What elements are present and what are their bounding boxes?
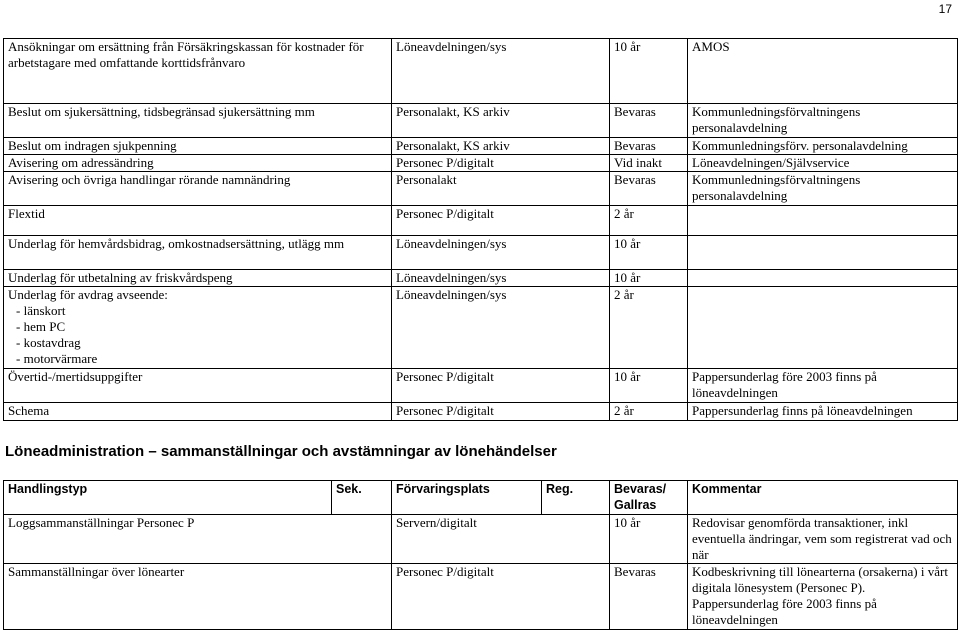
- kommentar-cell: Kommunledningsförvaltningens personalavdelning: [688, 172, 958, 206]
- handling-cell: Avisering om adressändring: [4, 155, 392, 172]
- gallras-cell: 10 år: [610, 236, 688, 270]
- plats-cell: Löneavdelningen/sys: [392, 39, 610, 104]
- list-item: - länskort: [8, 303, 387, 319]
- plats-cell: Personec P/digitalt: [392, 403, 610, 421]
- handling-cell: Sammanställningar över lönearter: [4, 564, 392, 630]
- retention-table: [3, 38, 958, 421]
- kommentar-cell: Kommunledningsförvaltningens personalavdelning: [688, 104, 958, 138]
- plats-cell: Servern/digitalt: [392, 515, 610, 564]
- kommentar-cell: Löneavdelningen/Självservice: [688, 155, 958, 172]
- table-row: [4, 172, 958, 206]
- plats-cell: Personalakt, KS arkiv: [392, 138, 610, 155]
- handling-cell: Underlag för hemvårdsbidrag, omkostnadsersättning, utlägg mm: [4, 236, 392, 270]
- kommentar-cell: [688, 270, 958, 287]
- table-row: [4, 39, 958, 104]
- table-row: [4, 138, 958, 155]
- gallras-cell: 2 år: [610, 206, 688, 236]
- handling-cell: Beslut om indragen sjukpenning: [4, 138, 392, 155]
- list-item: - hem PC: [8, 319, 387, 335]
- header-handlingstyp: Handlingstyp: [4, 481, 332, 515]
- handling-cell: Loggsammanställningar Personec P: [4, 515, 392, 564]
- table-row: [4, 515, 958, 564]
- plats-cell: Löneavdelningen/sys: [392, 287, 610, 369]
- header-forvaringsplats: Förvaringsplats: [392, 481, 542, 515]
- plats-cell: Personalakt, KS arkiv: [392, 104, 610, 138]
- kommentar-cell: [688, 287, 958, 369]
- table-row: [4, 270, 958, 287]
- gallras-cell: 10 år: [610, 39, 688, 104]
- handling-cell: Schema: [4, 403, 392, 421]
- header-bevaras-gallras: Bevaras/ Gallras: [610, 481, 688, 515]
- gallras-cell: Bevaras: [610, 172, 688, 206]
- plats-cell: Löneavdelningen/sys: [392, 270, 610, 287]
- handling-cell: Flextid: [4, 206, 392, 236]
- plats-cell: Personec P/digitalt: [392, 155, 610, 172]
- kommentar-cell: Pappersunderlag finns på löneavdelningen: [688, 403, 958, 421]
- plats-cell: Löneavdelningen/sys: [392, 236, 610, 270]
- plats-cell: Personec P/digitalt: [392, 369, 610, 403]
- summary-table: [3, 480, 958, 630]
- table-row: [4, 287, 958, 369]
- table-row: [4, 403, 958, 421]
- table-row: [4, 236, 958, 270]
- list-item: - motorvärmare: [8, 351, 387, 367]
- handling-cell: Avisering och övriga handlingar rörande namnändring: [4, 172, 392, 206]
- handling-cell: Beslut om sjukersättning, tidsbegränsad sjukersättning mm: [4, 104, 392, 138]
- deduction-list: [8, 303, 387, 367]
- page-number: 17: [938, 2, 952, 16]
- list-item: - kostavdrag: [8, 335, 387, 351]
- handling-text: Underlag för avdrag avseende:: [8, 287, 168, 302]
- plats-cell: Personec P/digitalt: [392, 564, 610, 630]
- kommentar-cell: [688, 236, 958, 270]
- handling-cell: [4, 287, 392, 369]
- gallras-cell: Bevaras: [610, 564, 688, 630]
- table-row: [4, 564, 958, 630]
- section-heading: Löneadministration – sammanställningar och avstämningar av lönehändelser: [5, 443, 557, 460]
- kommentar-cell: AMOS: [688, 39, 958, 104]
- gallras-cell: Vid inakt: [610, 155, 688, 172]
- gallras-cell: Bevaras: [610, 104, 688, 138]
- table-row: [4, 155, 958, 172]
- handling-cell: Övertid-/mertidsuppgifter: [4, 369, 392, 403]
- plats-cell: Personec P/digitalt: [392, 206, 610, 236]
- table-row: [4, 104, 958, 138]
- kommentar-cell: Redovisar genomförda transaktioner, inkl eventuella ändringar, vem som registrerat vad och när: [688, 515, 958, 564]
- plats-cell: Personalakt: [392, 172, 610, 206]
- kommentar-cell: Kommunledningsförv. personalavdelning: [688, 138, 958, 155]
- table-row: [4, 206, 958, 236]
- kommentar-cell: [688, 206, 958, 236]
- header-kommentar: Kommentar: [688, 481, 958, 515]
- gallras-cell: 10 år: [610, 270, 688, 287]
- gallras-cell: Bevaras: [610, 138, 688, 155]
- table-row: [4, 369, 958, 403]
- handling-cell: Underlag för utbetalning av friskvårdspeng: [4, 270, 392, 287]
- header-reg: Reg.: [542, 481, 610, 515]
- handling-cell: Ansökningar om ersättning från Försäkringskassan för kostnader för arbetstagare med omfattande korttidsfrånvaro: [4, 39, 392, 104]
- header-sek: Sek.: [332, 481, 392, 515]
- gallras-cell: 2 år: [610, 403, 688, 421]
- kommentar-cell: Pappersunderlag före 2003 finns på löneavdelningen: [688, 369, 958, 403]
- table-header-row: [4, 481, 958, 515]
- gallras-cell: 2 år: [610, 287, 688, 369]
- gallras-cell: 10 år: [610, 515, 688, 564]
- gallras-cell: 10 år: [610, 369, 688, 403]
- kommentar-cell: Kodbeskrivning till lönearterna (orsakerna) i vårt digitala lönesystem (Personec P). Pappersunderlag före 2003 finns på löneavdelningen: [688, 564, 958, 630]
